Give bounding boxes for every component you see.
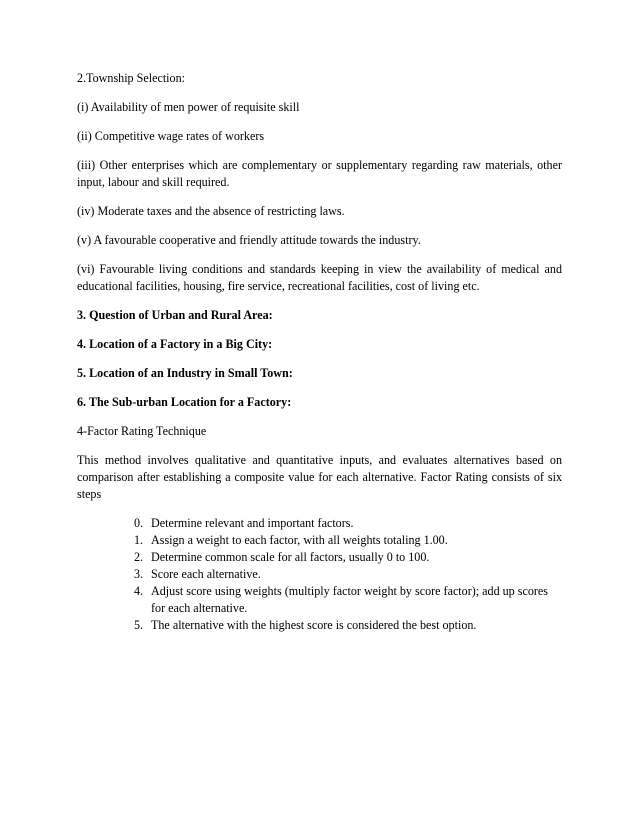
- step-text: The alternative with the highest score is considered the best option.: [151, 618, 477, 632]
- step-text: Assign a weight to each factor, with all weights totaling 1.00.: [151, 533, 448, 547]
- steps-list: [77, 515, 562, 634]
- document-page: [77, 70, 562, 634]
- section-heading: 3. Question of Urban and Rural Area:: [77, 308, 273, 322]
- step-text: Determine common scale for all factors, usually 0 to 100.: [151, 550, 430, 564]
- step-number: 0.: [134, 516, 144, 530]
- township-point: (vi) Favourable living conditions and standards keeping in view the availability of medical and educational facilities, housing, fire service, recreational facilities, cost of living etc.: [77, 262, 562, 293]
- section-heading: 4. Location of a Factory in a Big City:: [77, 337, 273, 351]
- township-point: (v) A favourable cooperative and friendly attitude towards the industry.: [77, 233, 421, 247]
- step-number: 3.: [134, 567, 144, 581]
- step-item: [134, 515, 562, 532]
- township-point: (iii) Other enterprises which are complementary or supplementary regarding raw materials, other input, labour and skill required.: [77, 158, 562, 189]
- section-heading: 6. The Sub-urban Location for a Factory:: [77, 395, 292, 409]
- section-heading: 5. Location of an Industry in Small Town:: [77, 366, 293, 380]
- step-item: [134, 566, 562, 583]
- technique-title: 4-Factor Rating Technique: [77, 424, 207, 438]
- step-item: [134, 583, 562, 617]
- step-number: 4.: [134, 584, 144, 598]
- township-point: (iv) Moderate taxes and the absence of restricting laws.: [77, 204, 345, 218]
- step-number: 5.: [134, 618, 144, 632]
- step-text: Score each alternative.: [151, 567, 261, 581]
- step-text: Adjust score using weights (multiply factor weight by score factor); add up scores for each alternative.: [151, 584, 548, 615]
- township-point: (ii) Competitive wage rates of workers: [77, 129, 265, 143]
- step-number: 1.: [134, 533, 144, 547]
- step-item: [134, 549, 562, 566]
- technique-intro: This method involves qualitative and quantitative inputs, and evaluates alternatives based on comparison after establishing a composite value for each alternative. Factor Rating consists of six steps: [77, 453, 562, 501]
- step-item: [134, 617, 562, 634]
- township-point: (i) Availability of men power of requisite skill: [77, 100, 300, 114]
- step-number: 2.: [134, 550, 144, 564]
- step-text: Determine relevant and important factors.: [151, 516, 354, 530]
- section-title: 2.Township Selection:: [77, 71, 185, 85]
- step-item: [134, 532, 562, 549]
